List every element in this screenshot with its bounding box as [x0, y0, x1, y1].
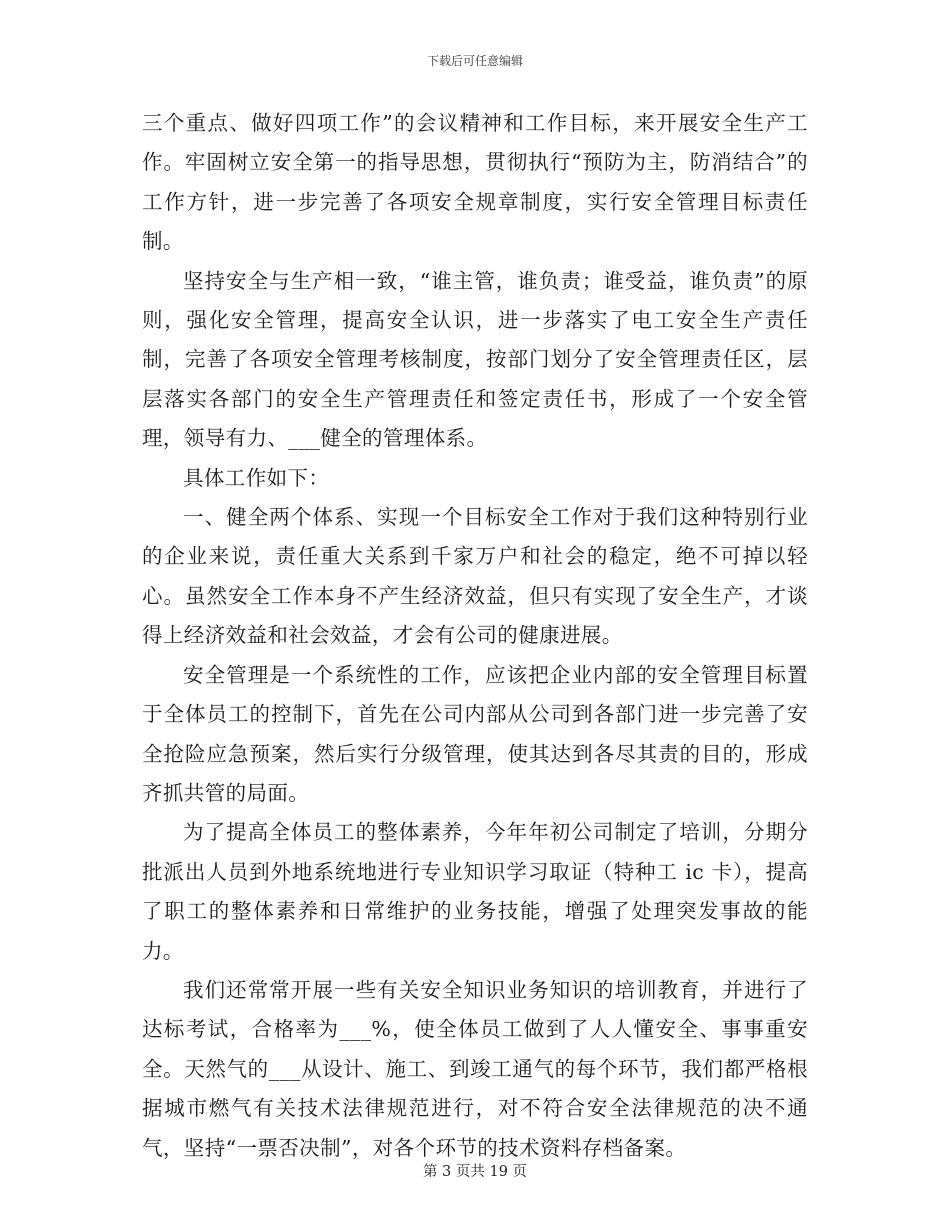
paragraph-7: 我们还常常开展一些有关安全知识业务知识的培训教育，并进行了达标考试，合格率为___%，使全体员工做到了人人懂安全、事事重安全。天然气的___从设计、施工、到竣工通气的每个环节，我们都严格根据城市燃气有关技术法律规范进行，对不符合安全法律规范的决不通气，坚持“一票否决制”，对各个环节的技术资料存档备案。 [142, 977, 808, 1160]
paragraph-4: 一、健全两个体系、实现一个目标安全工作对于我们这种特别行业的企业来说，责任重大关系到千家万户和社会的稳定，绝不可掉以轻心。虽然安全工作本身不产生经济效益，但只有实现了安全生产，才谈得上经济效益和社会效益，才会有公司的健康进展。 [142, 505, 808, 648]
paragraph-2: 坚持安全与生产相一致，“谁主管，谁负责；谁受益，谁负责”的原则，强化安全管理，提高安全认识，进一步落实了电工安全生产责任制，完善了各项安全管理考核制度，按部门划分了安全管理责任区，层层落实各部门的安全生产管理责任和签定责任书，形成了一个安全管理，领导有力、___健全的管理体系。 [142, 268, 808, 451]
paragraph-6: 为了提高全体员工的整体素养，今年年初公司制定了培训，分期分批派出人员到外地系统地进行专业知识学习取证（特种工 ic 卡），提高了职工的整体素养和日常维护的业务技能，增强了处理突发事故的能力。 [142, 820, 808, 963]
paragraph-1: 三个重点、做好四项工作”的会议精神和工作目标，来开展安全生产工作。牢固树立安全第一的指导思想，贯彻执行“预防为主，防消结合”的工作方针，进一步完善了各项安全规章制度，实行安全管理目标责任制。 [142, 111, 808, 254]
paragraph-3: 具体工作如下： [183, 465, 330, 490]
paragraph-5: 安全管理是一个系统性的工作，应该把企业内部的安全管理目标置于全体员工的控制下，首先在公司内部从公司到各部门进一步完善了安全抢险应急预案，然后实行分级管理，使其达到各尽其责的目的，形成齐抓共管的局面。 [142, 662, 808, 805]
page-number: 第 3 页共 19 页 [422, 1164, 528, 1180]
page-header-note: 下载后可任意编辑 [426, 54, 523, 68]
document-body [142, 104, 808, 1168]
